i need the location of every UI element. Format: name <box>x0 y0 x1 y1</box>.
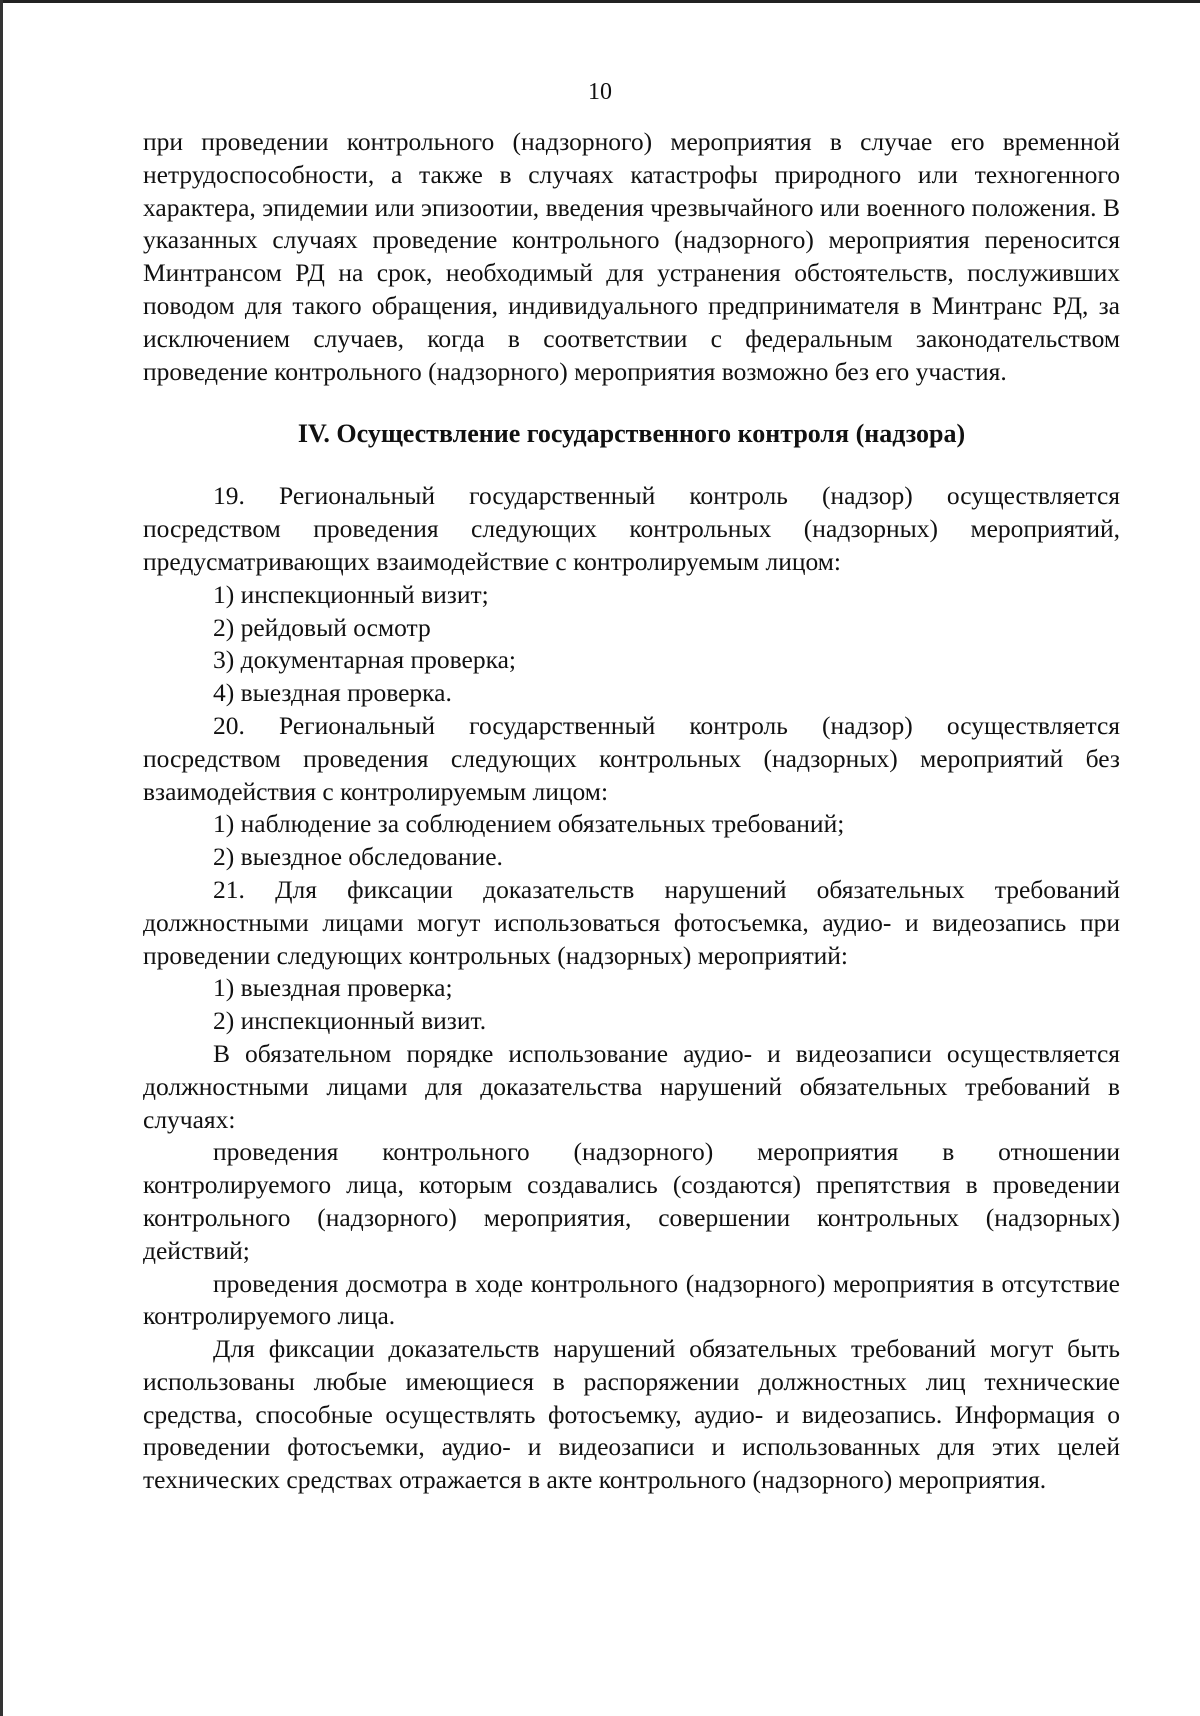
list-item: 3) документарная проверка; <box>213 645 516 675</box>
scan-left-edge <box>0 0 3 1716</box>
section-heading: IV. Осуществление государственного контроля (надзора) <box>297 419 966 449</box>
document-body <box>143 126 1120 1497</box>
intro-paragraph: при проведении контрольного (надзорного) мероприятия в случае его временной нетрудоспособности, а также в случаях катастрофы природного или техногенного характера, эпидемии или эпизоотии, введения чрезвычайного или военного положения. В указанных случаях проведение контрольного (надзорного) мероприятия переносится Минтрансом РД на срок, необходимый для устранения обстоятельств, послуживших поводом для такого обращения, индивидуального предпринимателя в Минтранс РД, за исключением случаев, когда в соответствии с федеральным законодательством проведение контрольного (надзорного) мероприятия возможно без его участия. <box>143 127 1120 386</box>
scan-top-edge <box>0 0 1200 3</box>
list-item: 1) инспекционный визит; <box>213 579 489 609</box>
list-item: 1) выездная проверка; <box>213 973 453 1003</box>
page-number: 10 <box>588 79 612 105</box>
paragraph-21: 21. Для фиксации доказательств нарушений обязательных требований должностными лицами могут использоваться фотосъемка, аудио- и видеозапись при проведении следующих контрольных (надзорных) мероприятий: <box>143 874 1120 970</box>
paragraph-21-case-1: проведения контрольного (надзорного) мероприятия в отношении контролируемого лица, которым создавались (создаются) препятствия в проведении контрольного (надзорного) мероприятия, совершении контрольных (надзорных) действий; <box>143 1137 1120 1265</box>
paragraph-19: 19. Региональный государственный контроль (надзор) осуществляется посредством проведения следующих контрольных (надзорных) мероприятий, предусматривающих взаимодействие с контролируемым лицом: <box>143 481 1120 576</box>
list-item: 1) наблюдение за соблюдением обязательных требований; <box>213 809 845 839</box>
list-item: 2) инспекционный визит. <box>213 1006 487 1036</box>
paragraph-20: 20. Региональный государственный контроль (надзор) осуществляется посредством проведения следующих контрольных (надзорных) мероприятий без взаимодействия с контролируемым лицом: <box>143 710 1120 806</box>
list-item: 2) рейдовый осмотр <box>213 612 431 642</box>
paragraph-21-case-2: проведения досмотра в ходе контрольного (надзорного) мероприятия в отсутствие контролируемого лица. <box>143 1268 1120 1331</box>
list-item: 4) выездная проверка. <box>213 678 452 708</box>
list-item: 2) выездное обследование. <box>213 842 503 872</box>
paragraph-21-final: Для фиксации доказательств нарушений обязательных требований могут быть использованы любые имеющиеся в распоряжении должностных лиц технические средства, способные осуществлять фотосъемку, аудио- и видеозапись. Информация о проведении фотосъемки, аудио- и видеозаписи и использованных для этих целей технических средствах отражается в акте контрольного (надзорного) мероприятия. <box>143 1334 1120 1495</box>
paragraph-21-mandatory: В обязательном порядке использование аудио- и видеозаписи осуществляется должностными лицами для доказательства нарушений обязательных требований в случаях: <box>143 1038 1120 1134</box>
